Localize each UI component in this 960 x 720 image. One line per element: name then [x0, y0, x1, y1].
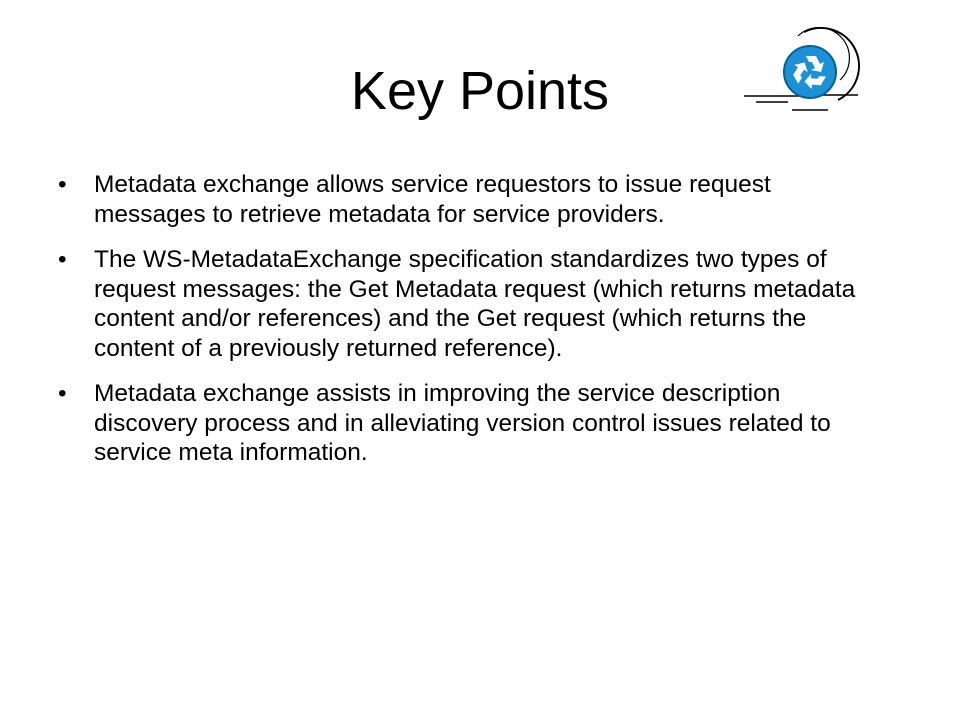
bullet-text: The WS-MetadataExchange specification standardizes two types of request messages: the Get Metadata request (which returns metadata content and/or references) and the Get request (which returns the content of a previously returned reference).: [94, 246, 856, 362]
bullet-text: Metadata exchange assists in improving the service description discovery process and in alleviating version control issues related to service meta information.: [94, 380, 831, 466]
bullet-dot-icon: •: [58, 171, 67, 198]
recycle-icon: [742, 14, 862, 122]
bullet-list: [56, 170, 856, 484]
bullet-item: [56, 170, 856, 229]
bullet-dot-icon: •: [58, 246, 67, 273]
bullet-dot-icon: •: [58, 380, 67, 407]
slide-title: Key Points: [350, 61, 610, 121]
bullet-item: [56, 379, 856, 468]
bullet-text: Metadata exchange allows service requestors to issue request messages to retrieve metadata for service providers.: [94, 171, 771, 228]
bullet-item: [56, 245, 856, 363]
